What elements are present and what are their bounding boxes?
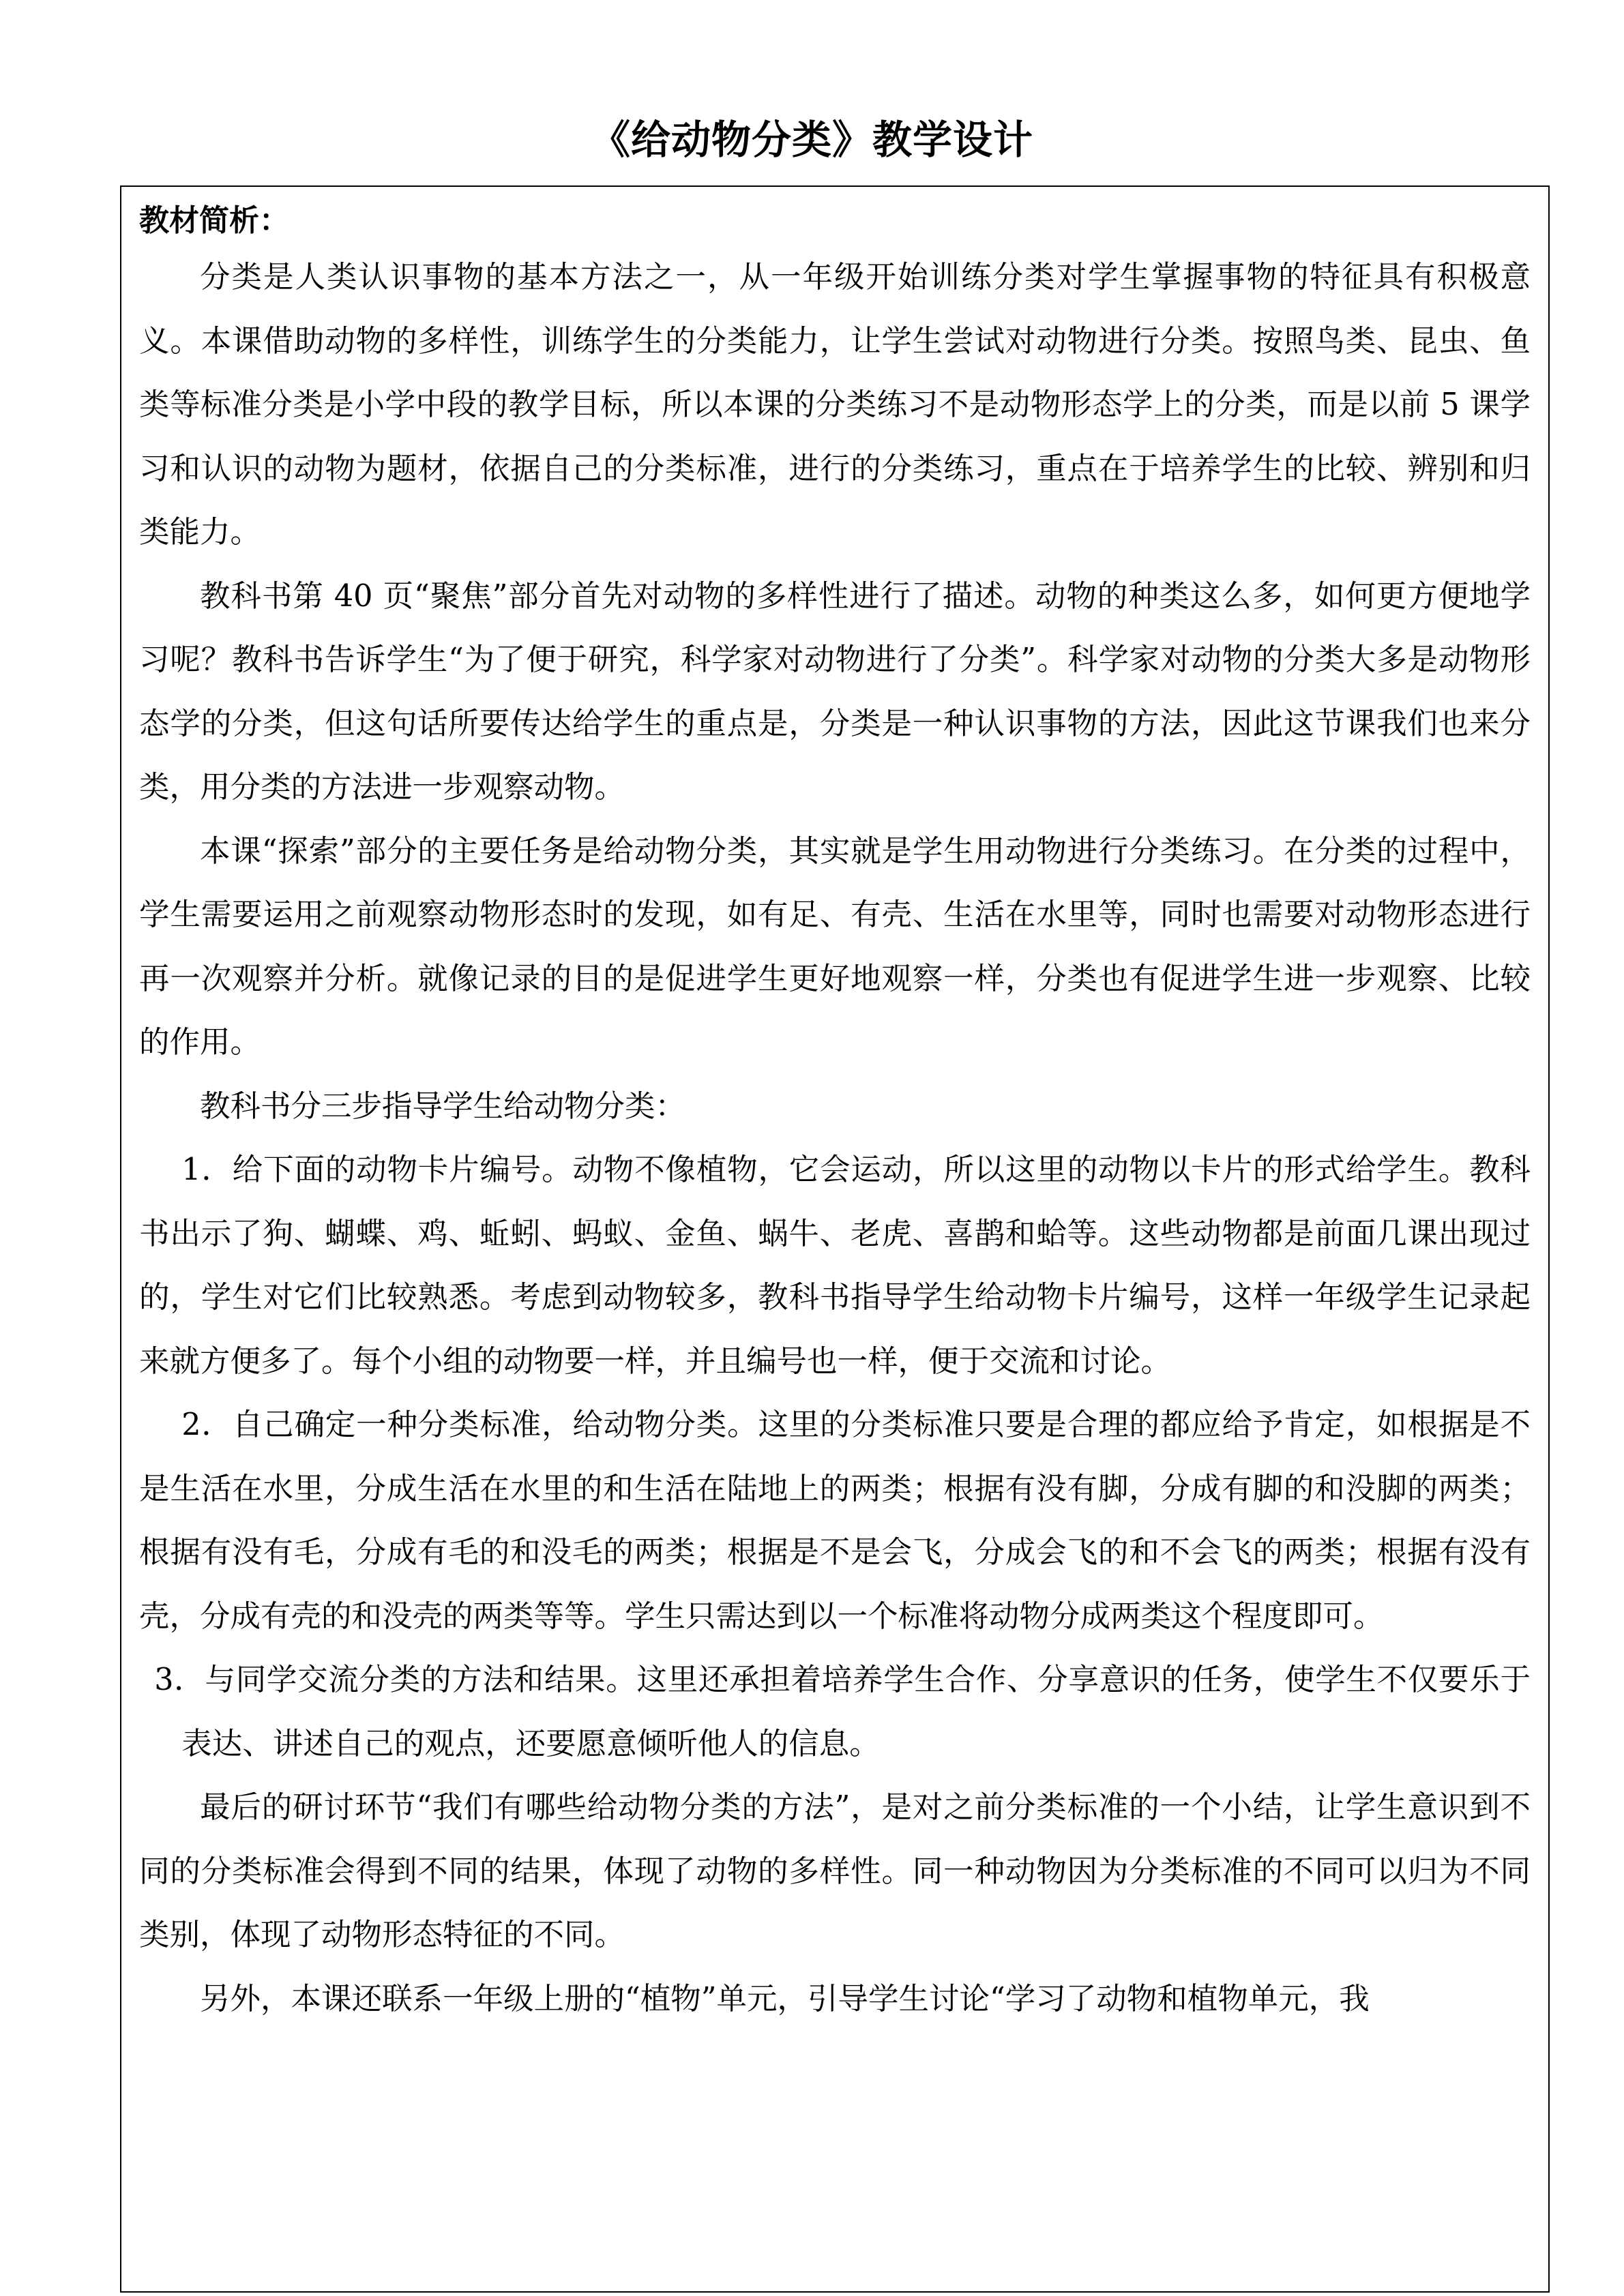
paragraph-discussion: 最后的研讨环节“我们有哪些给动物分类的方法”，是对之前分类标准的一个小结，让学生意识到不同的分类标准会得到不同的结果，体现了动物的多样性。同一种动物因为分类标准的不同可以归为不同类别，体现了动物形态特征的不同。 [139, 1790, 1531, 1952]
section-heading: 教材简析： [139, 203, 289, 238]
paragraph-step-2: 2．自己确定一种分类标准，给动物分类。这里的分类标准只要是合理的都应给予肯定，如根据是不是生活在水里，分成生活在水里的和生活在陆地上的两类；根据有没有脚，分成有脚的和没脚的两类；根据有没有毛，分成有毛的和没毛的两类；根据是不是会飞，分成会飞的和不会飞的两类；根据有没有壳，分成有壳的和没壳的两类等等。学生只需达到以一个标准将动物分成两类这个程度即可。 [139, 1407, 1531, 1634]
paragraph-steps-intro: 教科书分三步指导学生给动物分类： [200, 1088, 686, 1124]
paragraph-focus: 教科书第 40 页“聚焦”部分首先对动物的多样性进行了描述。动物的种类这么多，如何更方便地学习呢？教科书告诉学生“为了便于研究，科学家对动物进行了分类”。科学家对动物的分类大多是动物形态学的分类，但这句话所要传达给学生的重点是，分类是一种认识事物的方法，因此这节课我们也来分类，用分类的方法进一步观察动物。 [139, 578, 1531, 805]
paragraph-extension: 另外，本课还联系一年级上册的“植物”单元，引导学生讨论“学习了动物和植物单元，我 [200, 1981, 1370, 2016]
paragraph-intro: 分类是人类认识事物的基本方法之一，从一年级开始训练分类对学生掌握事物的特征具有积极意义。本课借助动物的多样性，训练学生的分类能力，让学生尝试对动物进行分类。按照鸟类、昆虫、鱼类等标准分类是小学中段的教学目标，所以本课的分类练习不是动物形态学上的分类，而是以前 5 课学习和认识的动物为题材，依据自己的分类标准，进行的分类练习，重点在于培养学生的比较、辨别和归类能力。 [139, 260, 1531, 550]
page-title: 《给动物分类》教学设计 [590, 117, 1033, 163]
paragraph-step-3: 3．与同学交流分类的方法和结果。这里还承担着培养学生合作、分享意识的任务，使学生不仅要乐于表达、讲述自己的观点，还要愿意倾听他人的信息。 [154, 1663, 1531, 1761]
content-box [120, 185, 1550, 2293]
paragraph-explore: 本课“探索”部分的主要任务是给动物分类，其实就是学生用动物进行分类练习。在分类的过程中，学生需要运用之前观察动物形态时的发现，如有足、有壳、生活在水里等，同时也需要对动物形态进行再一次观察并分析。就像记录的目的是促进学生更好地观察一样，分类也有促进学生进一步观察、比较的作用。 [139, 833, 1531, 1060]
paragraph-step-1: 1．给下面的动物卡片编号。动物不像植物，它会运动，所以这里的动物以卡片的形式给学生。教科书出示了狗、蝴蝶、鸡、蚯蚓、蚂蚁、金鱼、蜗牛、老虎、喜鹊和蛤等。这些动物都是前面几课出现过的，学生对它们比较熟悉。考虑到动物较多，教科书指导学生给动物卡片编号，这样一年级学生记录起来就方便多了。每个小组的动物要一样，并且编号也一样，便于交流和讨论。 [139, 1152, 1531, 1379]
